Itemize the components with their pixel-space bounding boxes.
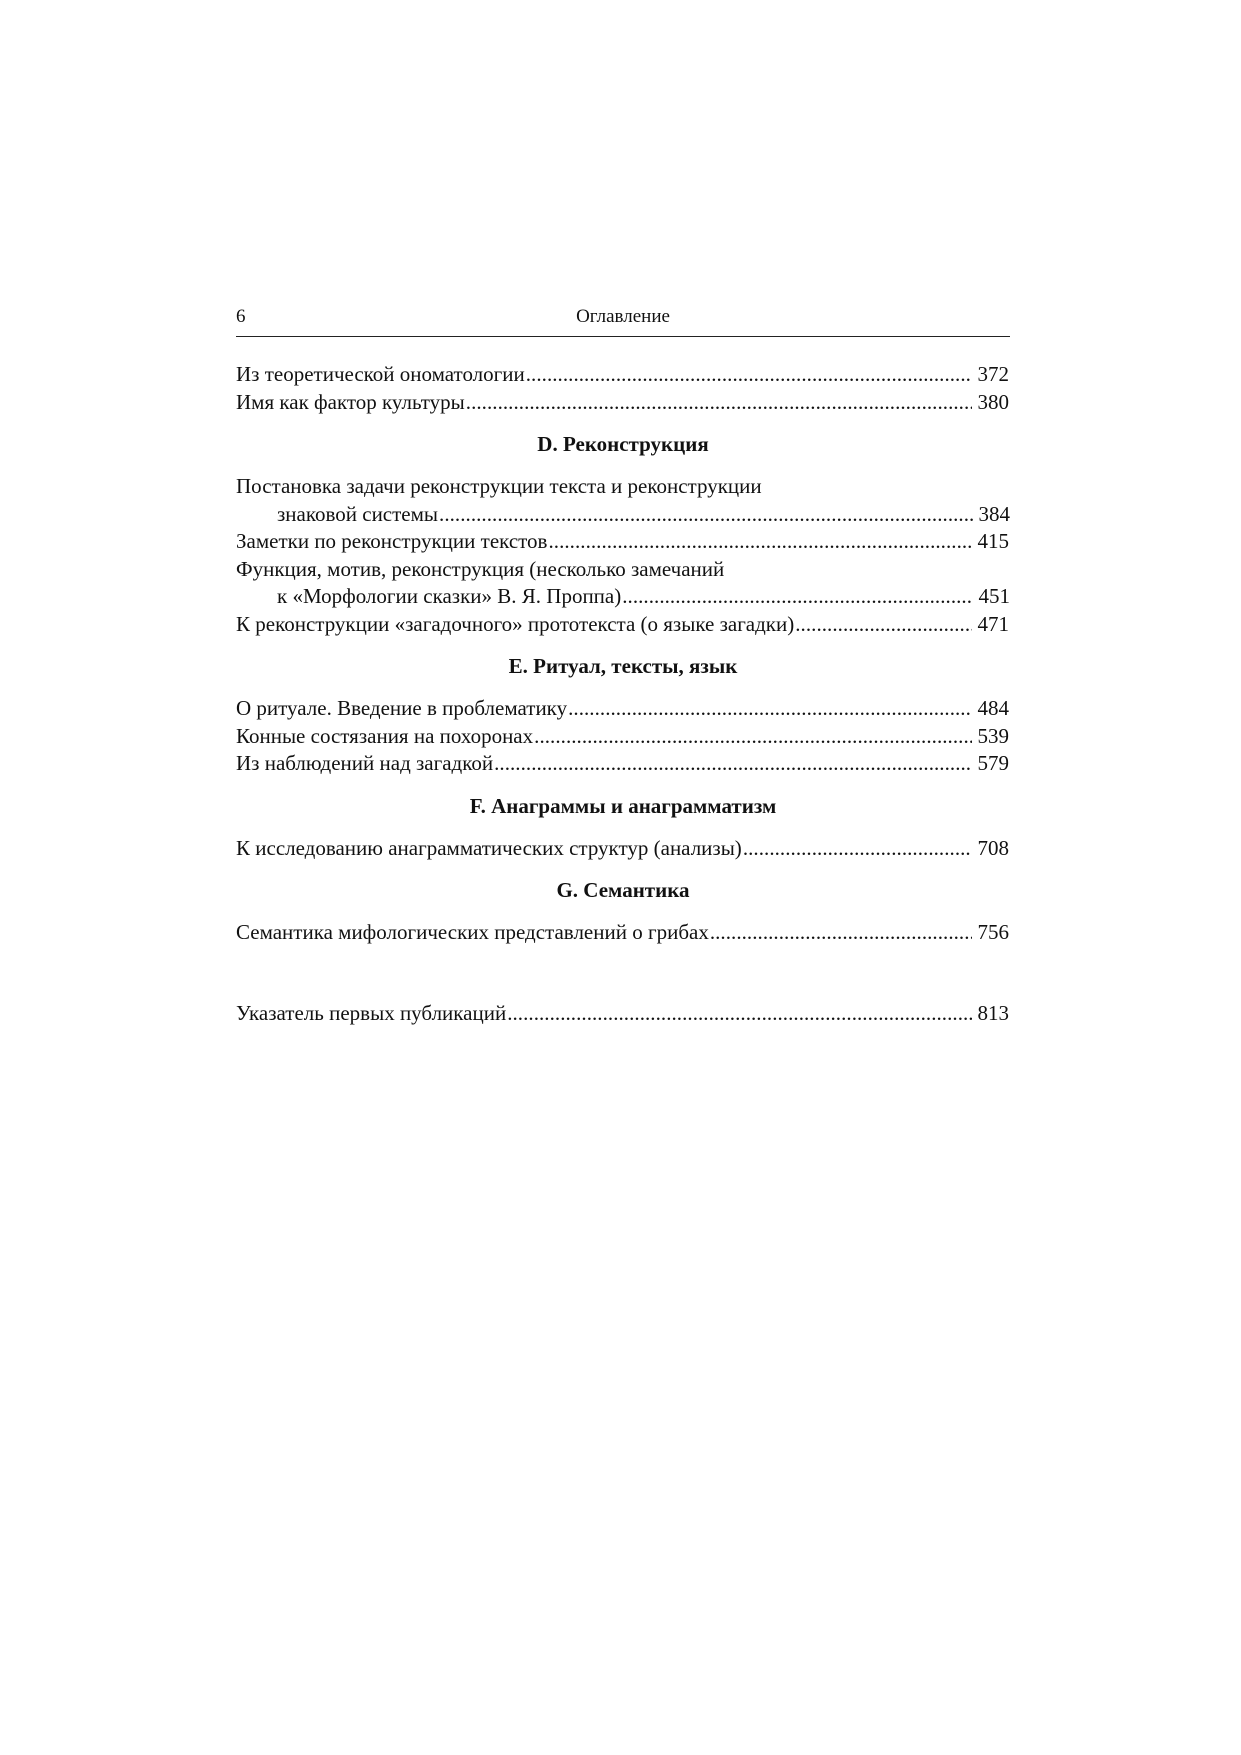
toc-entry-title-line1: Функция, мотив, реконструкция (несколько замечаний <box>236 556 725 581</box>
dot-leader <box>466 389 972 417</box>
toc-entry-page: 471 <box>977 611 1009 636</box>
section-heading: F. Анаграммы и анаграмматизм <box>469 793 777 818</box>
dot-leader <box>548 528 972 556</box>
toc-entry[interactable] <box>236 473 1010 528</box>
toc-entry[interactable] <box>236 919 1010 947</box>
toc-entry-title: Семантика мифологических представлений о грибах <box>236 920 709 944</box>
dot-leader <box>710 919 972 947</box>
dot-leader <box>526 361 972 389</box>
toc-entry-page: 451 <box>978 584 1010 608</box>
section-spacer <box>236 947 1010 1000</box>
section-heading: D. Реконструкция <box>537 432 709 456</box>
toc-entry-page: 384 <box>978 501 1010 526</box>
dot-leader <box>494 750 972 778</box>
dot-leader <box>439 501 973 529</box>
toc-entry[interactable] <box>236 556 1010 611</box>
toc-entry-page: 756 <box>977 920 1009 944</box>
toc-entry-page: 813 <box>977 1000 1009 1025</box>
toc-entry-page: 372 <box>977 362 1009 386</box>
dot-leader <box>507 1000 972 1028</box>
toc-entry[interactable] <box>236 750 1010 778</box>
running-head <box>236 300 1010 337</box>
toc-entry[interactable] <box>236 835 1010 863</box>
toc-entry[interactable] <box>236 389 1010 417</box>
table-of-contents <box>236 337 1010 1027</box>
section-heading: G. Семантика <box>556 878 690 902</box>
toc-entry-title: К исследованию анаграмматических структур (анализы) <box>236 835 742 860</box>
toc-entry-title: Из теоретической ономатологии <box>236 362 525 386</box>
dot-leader <box>568 695 972 723</box>
toc-entry-title: Из наблюдений над загадкой <box>236 751 494 775</box>
dot-leader <box>795 611 972 639</box>
toc-entry-page: 708 <box>977 835 1009 860</box>
toc-entry-title: Заметки по реконструкции текстов <box>236 529 548 553</box>
toc-entry-page: 415 <box>977 529 1009 553</box>
document-page <box>236 300 1010 1027</box>
dot-leader <box>534 723 972 751</box>
dot-leader <box>743 835 972 863</box>
toc-entry-title-line1: Постановка задачи реконструкции текста и реконструкции <box>236 474 762 498</box>
dot-leader <box>622 583 973 611</box>
section-heading: E. Ритуал, тексты, язык <box>508 654 738 678</box>
toc-entry-title-line2: к «Морфологии сказки» В. Я. Проппа) <box>277 584 622 608</box>
toc-entry-page: 380 <box>977 389 1009 414</box>
toc-entry-page: 579 <box>977 751 1009 775</box>
toc-entry[interactable] <box>236 1000 1010 1028</box>
toc-entry-title: Имя как фактор культуры <box>236 389 465 414</box>
toc-entry-title: К реконструкции «загадочного» прототекста (о языке загадки) <box>236 611 795 636</box>
toc-entry[interactable] <box>236 695 1010 723</box>
toc-entry-page: 484 <box>977 696 1009 720</box>
page-number: 6 <box>236 306 246 327</box>
toc-entry[interactable] <box>236 723 1010 751</box>
toc-entry-title: Указатель первых публикаций <box>236 1000 507 1025</box>
running-head-title: Оглавление <box>576 306 670 327</box>
toc-entry-page: 539 <box>977 723 1009 748</box>
toc-entry-title-line2: знаковой системы <box>277 501 439 526</box>
toc-entry[interactable] <box>236 361 1010 389</box>
toc-entry[interactable] <box>236 528 1010 556</box>
toc-entry-title: Конные состязания на похоронах <box>236 723 534 748</box>
toc-entry-title: О ритуале. Введение в проблематику <box>236 696 568 720</box>
toc-entry[interactable] <box>236 611 1010 639</box>
